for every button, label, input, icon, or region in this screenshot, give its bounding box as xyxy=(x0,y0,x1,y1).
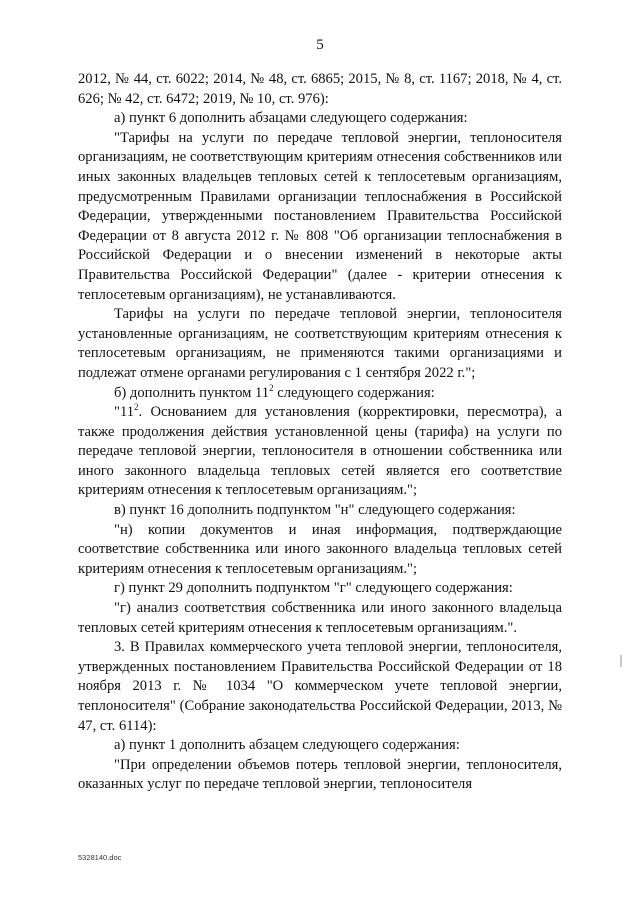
paragraph: а) пункт 1 дополнить абзацем следующего содержания: xyxy=(114,737,460,754)
paragraph: Тарифы на услуги по передаче тепловой энергии, теплоносителя установленные организациям, не соответствующим критериям отнесения к теплосетевым организациям, не применяются такими организациями и подлежат отмене органами регулирования с 1 сентября 2022 г."; xyxy=(78,306,562,381)
paragraph: а) пункт 6 дополнить абзацами следующего содержания: xyxy=(114,110,468,127)
superscript: 2 xyxy=(269,382,274,393)
paragraph-text: . Основанием для установления (корректировки, пересмотра), а также продолжения действия установленной цены (тарифа) на услуги по передаче тепловой энергии, теплоносителя в отношении собственника или иного законного владельца тепловых сетей является его соответствие критериям отнесения к теплосетевым организациям."; xyxy=(78,404,562,499)
paragraph-text: "11 xyxy=(114,404,135,421)
paragraph: "г) анализ соответствия собственника или иного законного владельца тепловых сетей критериям отнесения к теплосетевым организациям.". xyxy=(78,600,562,636)
superscript: 2 xyxy=(134,402,139,413)
document-body xyxy=(78,70,562,795)
paragraph: 3. В Правилах коммерческого учета тепловой энергии, теплоносителя, утвержденных постановлением Правительства Российской Федерации от 18 ноября 2013 г. № 1034 "О коммерческом учете тепловой энергии, теплоносителя" (Собрание законодательства Российской Федерации, 2013, № 47, ст. 6114): xyxy=(78,639,562,734)
scan-margin-mark xyxy=(620,655,622,667)
paragraph: "Тарифы на услуги по передаче тепловой энергии, теплоносителя организациям, не соответствующим критериям отнесения собственников или иных законных владельцев тепловых сетей к теплосетевым организациям, предусмотренным Правилами организации теплоснабжения в Российской Федерации, утвержденными постановлением Правительства Российской Федерации от 8 августа 2012 г. № 808 "Об организации теплоснабжения в Российской Федерации и о внесении изменений в некоторые акты Правительства Российской Федерации" (далее - критерии отнесения к теплосетевым организациям), не устанавливаются. xyxy=(78,129,562,303)
file-name-footer: 5328140.doc xyxy=(78,853,122,862)
paragraph: в) пункт 16 дополнить подпунктом "н" следующего содержания: xyxy=(114,502,516,519)
page-number: 5 xyxy=(316,37,324,53)
paragraph-text: б) дополнить пунктом 11 xyxy=(114,384,270,401)
paragraph xyxy=(78,384,562,404)
paragraph: 2012, № 44, ст. 6022; 2014, № 48, ст. 6865; 2015, № 8, ст. 1167; 2018, № 4, ст. 626; № 42, ст. 6472; 2019, № 10, ст. 976): xyxy=(78,71,562,107)
paragraph-text: следующего содержания: xyxy=(273,384,435,401)
paragraph: г) пункт 29 дополнить подпунктом "г" следующего содержания: xyxy=(114,580,513,597)
paragraph: "При определении объемов потерь тепловой энергии, теплоносителя, оказанных услуг по передаче тепловой энергии, теплоносителя xyxy=(78,756,562,793)
paragraph: "н) копии документов и иная информация, подтверждающие соответствие собственника или иного законного владельца тепловых сетей критериям отнесения к теплосетевым организациям."; xyxy=(78,521,562,577)
paragraph xyxy=(78,403,562,501)
